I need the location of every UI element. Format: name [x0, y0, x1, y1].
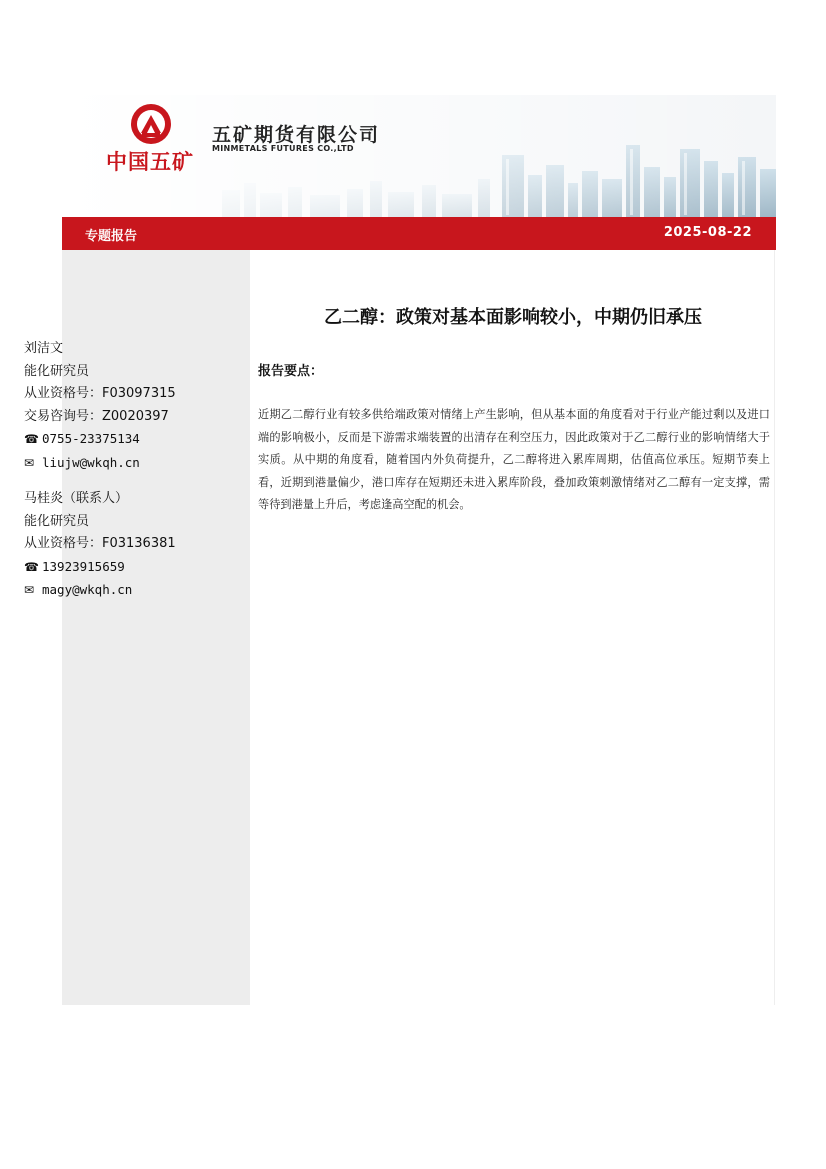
author-email-row: [24, 452, 176, 476]
report-type-bar: [62, 217, 776, 250]
minmetals-logo-icon: [130, 103, 172, 145]
author-qualification: 从业资格号：F03136381: [24, 536, 176, 551]
key-points-heading: 报告要点：: [258, 364, 324, 379]
author-role: 能化研究员: [24, 513, 90, 529]
email-icon: ✉: [24, 455, 35, 470]
author-phone-row: [24, 428, 176, 452]
author-block-1: [24, 338, 176, 475]
logo-wordmark: 中国五矿: [106, 150, 194, 174]
author-role: 能化研究员: [24, 363, 90, 379]
author-email[interactable]: magy@wkqh.cn: [42, 582, 133, 597]
phone-icon: ☎: [24, 559, 39, 574]
report-summary: 近期乙二醇行业有较多供给端政策对情绪上产生影响，但从基本面的角度看对于行业产能过剩以及进口端的影响极小，反而是下游需求端装置的出清存在利空压力，因此政策对于乙二醇行业的影响情绪大于实质。从中期的角度看，随着国内外负荷提升，乙二醇将进入累库周期，估值高位承压。短期节奏上看，近期到港量偏少，港口库存在短期还未进入累库阶段，叠加政策刺激情绪对乙二醇有一定支撑，需等待到港量上升后，考虑逢高空配的机会。: [258, 408, 770, 511]
author-consult-number: 交易咨询号：Z0020397: [24, 408, 169, 424]
author-qualification: 从业资格号：F03097315: [24, 386, 176, 401]
author-phone: 0755-23375134: [42, 431, 140, 446]
report-type-label: 专题报告: [85, 229, 138, 244]
author-block-2: [24, 488, 176, 603]
author-email[interactable]: liujw@wkqh.cn: [42, 454, 140, 470]
report-date: 2025-08-22: [663, 225, 752, 240]
main-content-area: [250, 250, 775, 1005]
author-name: 马桂炎（联系人）: [24, 491, 129, 506]
author-email-row: [24, 579, 176, 603]
author-phone-row: [24, 556, 176, 580]
email-icon: ✉: [24, 583, 35, 597]
company-name-english: MINMETALS FUTURES CO.,LTD: [212, 144, 354, 153]
company-name: 五矿期货有限公司: [212, 124, 381, 146]
author-phone: 13923915659: [42, 558, 125, 574]
report-title: 乙二醇：政策对基本面影响较小，中期仍旧承压: [324, 307, 702, 328]
author-name: 刘洁文: [24, 341, 64, 356]
phone-icon: ☎: [24, 432, 39, 446]
